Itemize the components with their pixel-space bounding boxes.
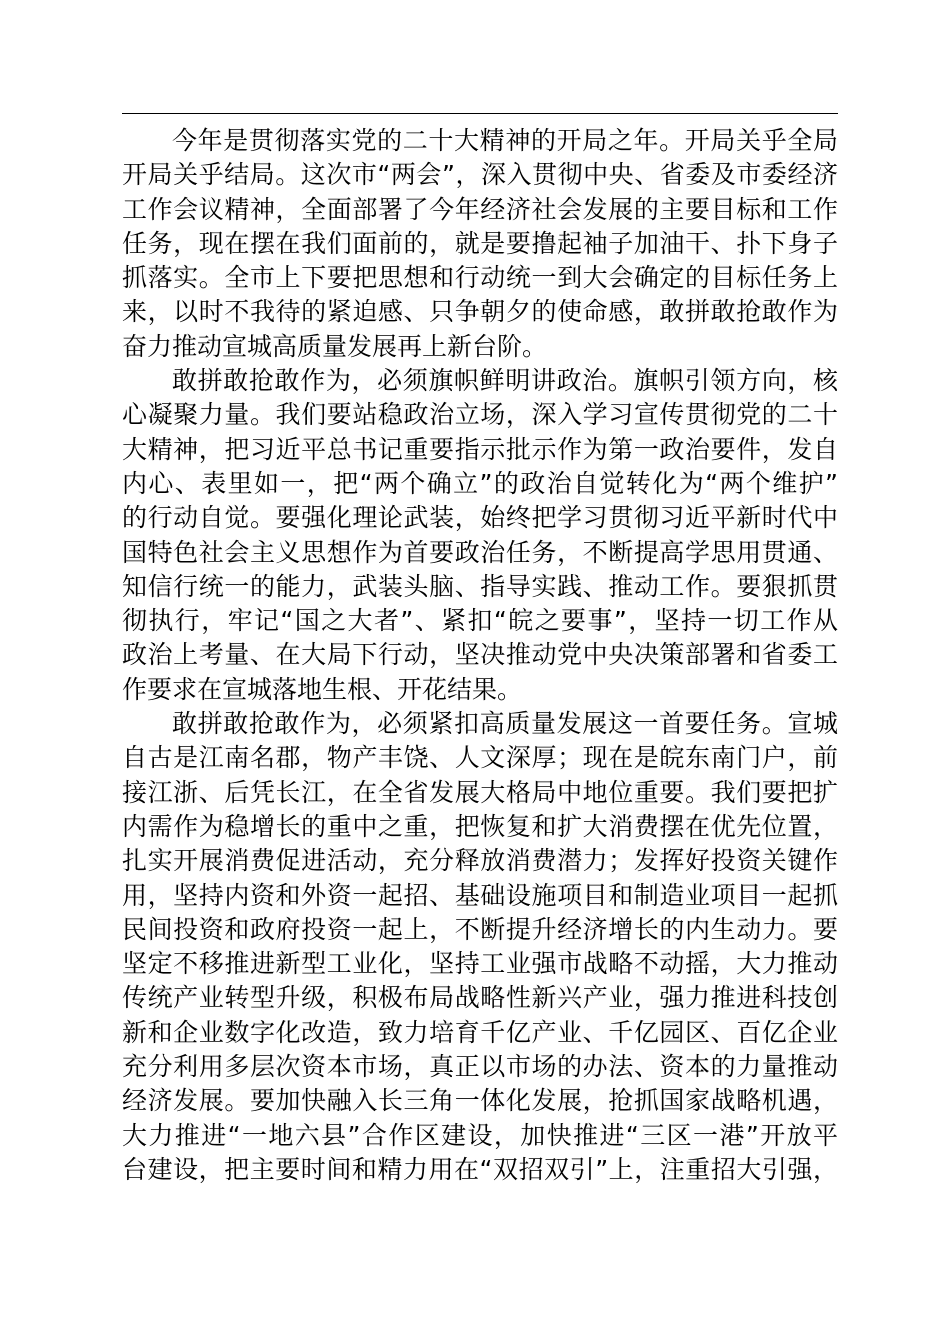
text-line: 国特色社会主义思想作为首要政治任务，不断提高学思用贯通、	[122, 537, 838, 567]
text-line: 知信行统一的能力，武装头脑、指导实践、推动工作。要狠抓贯	[122, 571, 838, 601]
paragraph-2	[122, 364, 838, 707]
text-line: 大力推进“一地六县”合作区建设，加快推进“三区一港”开放平	[122, 1120, 838, 1150]
text-line: 工作会议精神，全面部署了今年经济社会发展的主要目标和工作	[122, 194, 838, 224]
text-line: 彻执行，牢记“国之大者”、紧扣“皖之要事”，坚持一切工作从	[122, 606, 838, 636]
text-line: 自古是江南名郡，物产丰饶、人文深厚；现在是皖东南门户，前	[122, 743, 838, 773]
text-line: 内心、表里如一，把“两个确立”的政治自觉转化为“两个维护”	[122, 468, 838, 498]
text-line: 充分利用多层次资本市场，真正以市场的办法、资本的力量推动	[122, 1052, 838, 1082]
paragraph-1	[122, 124, 838, 364]
text-line: 大精神，把习近平总书记重要指示批示作为第一政治要件，发自	[122, 434, 838, 464]
text-line: 经济发展。要加快融入长三角一体化发展，抢抓国家战略机遇，	[122, 1086, 838, 1116]
text-line: 敢拼敢抢敢作为，必须紧扣高质量发展这一首要任务。宣城	[172, 709, 838, 739]
text-line: 敢拼敢抢敢作为，必须旗帜鲜明讲政治。旗帜引领方向，核	[172, 366, 838, 396]
text-line: 开局关乎结局。这次市“两会”，深入贯彻中央、省委及市委经济	[122, 160, 838, 190]
text-line: 接江浙、后凭长江，在全省发展大格局中地位重要。我们要把扩	[122, 777, 838, 807]
text-line: 的行动自觉。要强化理论武装，始终把学习贯彻习近平新时代中	[122, 503, 838, 533]
text-line: 政治上考量、在大局下行动，坚决推动党中央决策部署和省委工	[122, 640, 838, 670]
text-line: 抓落实。全市上下要把思想和行动统一到大会确定的目标任务上	[122, 263, 838, 293]
text-line: 心凝聚力量。我们要站稳政治立场，深入学习宣传贯彻党的二十	[122, 400, 838, 430]
text-line: 内需作为稳增长的重中之重，把恢复和扩大消费摆在优先位置，	[122, 811, 838, 841]
text-line: 台建设，把主要时间和精力用在“双招双引”上，注重招大引强，	[122, 1154, 838, 1184]
text-line: 坚定不移推进新型工业化，坚持工业强市战略不动摇，大力推动	[122, 949, 838, 979]
text-line: 来，以时不我待的紧迫感、只争朝夕的使命感，敢拼敢抢敢作为	[122, 297, 838, 327]
text-line: 奋力推动宣城高质量发展再上新台阶。	[122, 331, 548, 361]
text-line: 作要求在宣城落地生根、开花结果。	[122, 674, 523, 704]
text-line: 用，坚持内资和外资一起招、基础设施项目和制造业项目一起抓	[122, 880, 838, 910]
text-line: 新和企业数字化改造，致力培育千亿产业、千亿园区、百亿企业	[122, 1017, 838, 1047]
text-line: 今年是贯彻落实党的二十大精神的开局之年。开局关乎全局	[172, 126, 838, 155]
text-line: 民间投资和政府投资一起上，不断提升经济增长的内生动力。要	[122, 914, 838, 944]
paragraph-3	[122, 707, 838, 1187]
text-line: 任务，现在摆在我们面前的，就是要撸起袖子加油干、扑下身子	[122, 228, 838, 258]
text-line: 传统产业转型升级，积极布局战略性新兴产业，强力推进科技创	[122, 983, 838, 1013]
body-text	[122, 124, 838, 1187]
header-rule	[122, 113, 838, 114]
text-line: 扎实开展消费促进活动，充分释放消费潜力；发挥好投资关键作	[122, 846, 838, 876]
